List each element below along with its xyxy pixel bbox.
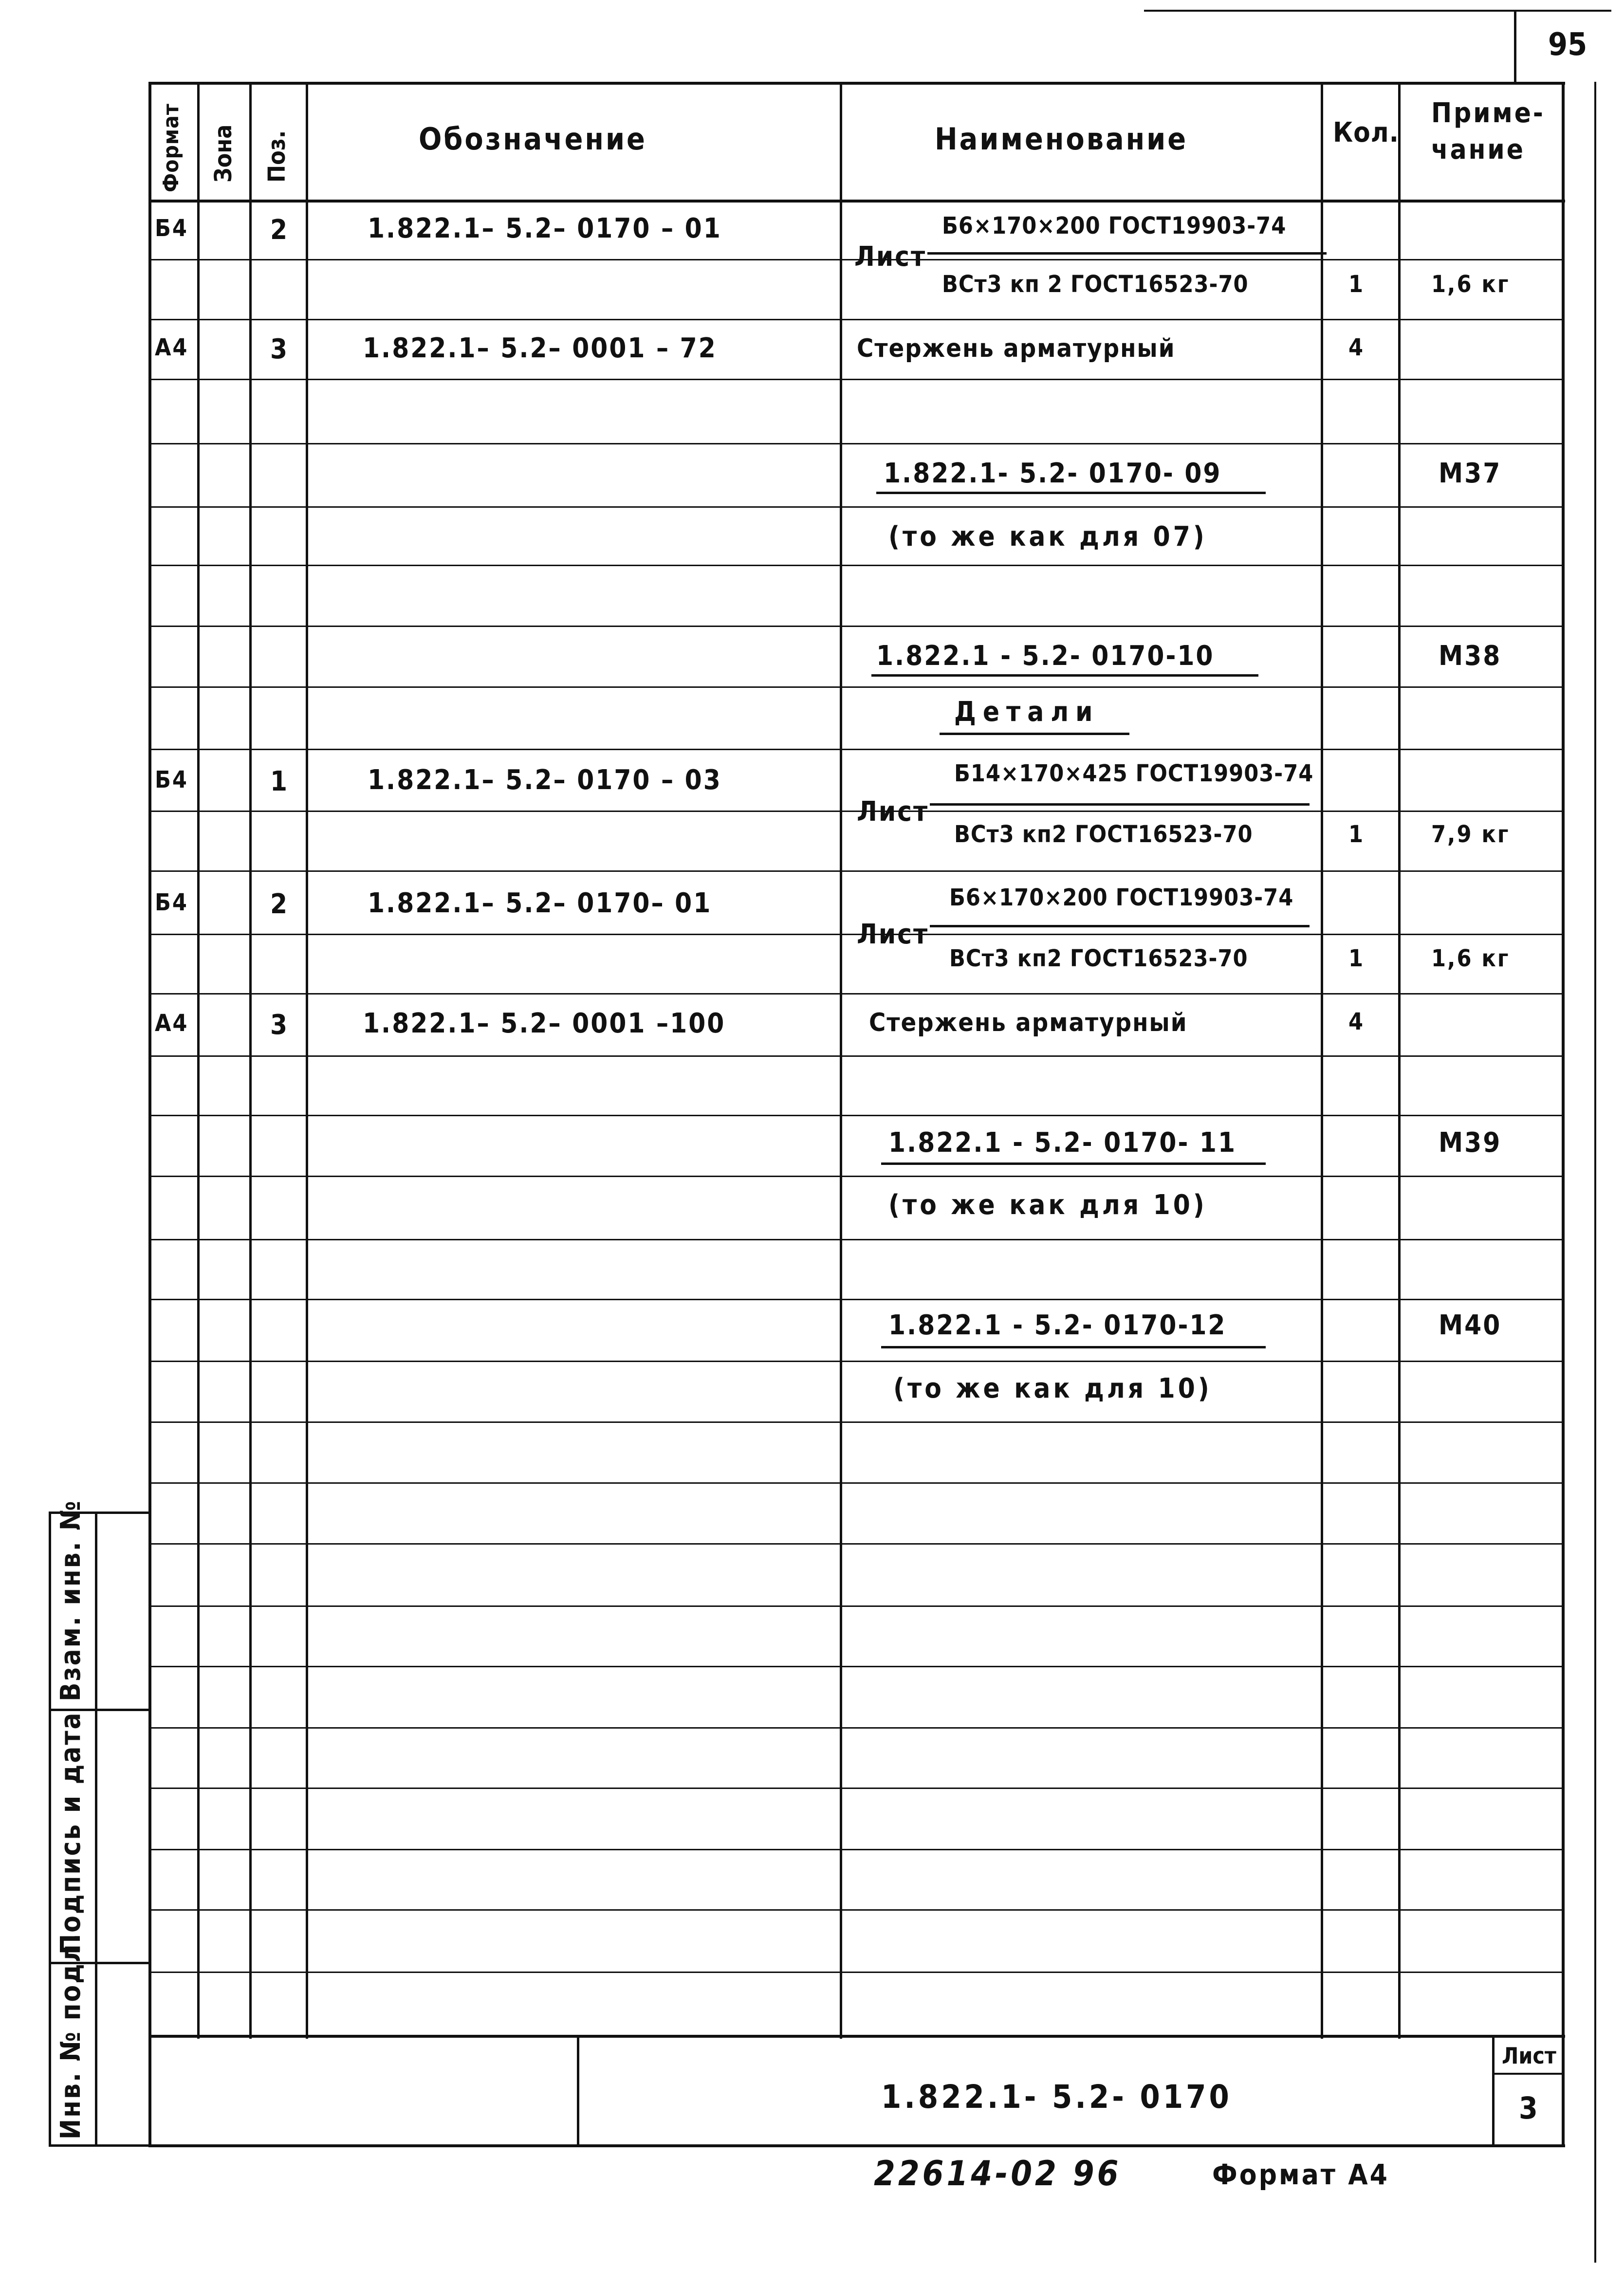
cell-name-top: Б6×170×200 ГОСТ19903-74 xyxy=(942,212,1287,240)
page-number: 95 xyxy=(1548,27,1587,63)
side-stamp-inner xyxy=(95,1512,97,2147)
row-line xyxy=(148,1299,1563,1300)
row-line xyxy=(148,811,1563,812)
cell-pos: 2 xyxy=(270,888,289,920)
cell-name: 1.822.1 - 5.2- 0170-10 xyxy=(876,640,1215,672)
cell-name-bottom: ВСт3 кп2 ГОСТ16523-70 xyxy=(954,821,1253,848)
cell-name-prefix: Лист xyxy=(857,919,929,950)
sheet-number: 3 xyxy=(1519,2090,1538,2126)
cell-name: 1.822.1 - 5.2- 0170-12 xyxy=(888,1309,1227,1341)
row-line xyxy=(148,626,1563,627)
cell-note: 1,6 кг xyxy=(1431,945,1510,972)
row-line xyxy=(148,506,1563,508)
cell-format: А4 xyxy=(155,1010,189,1037)
row-line xyxy=(148,1727,1563,1729)
cell-name-top: Б6×170×200 ГОСТ19903-74 xyxy=(949,884,1294,911)
stamp-box-top-line xyxy=(1144,10,1611,12)
cell-name-bottom: ВСт3 кп2 ГОСТ16523-70 xyxy=(949,945,1248,972)
row-line xyxy=(148,1482,1563,1484)
row-line xyxy=(148,443,1563,444)
cell-name: (то же как для 10) xyxy=(888,1189,1207,1221)
cell-name: 1.822.1 - 5.2- 0170- 11 xyxy=(888,1127,1236,1159)
col-sep-qty xyxy=(1398,82,1401,2039)
row-line xyxy=(148,1909,1563,1911)
cell-note: М39 xyxy=(1439,1127,1502,1159)
side-stamp-bottom xyxy=(49,2144,151,2147)
side-label-sign-date: Подпись и дата xyxy=(55,1711,87,1954)
header-zone: Зона xyxy=(210,124,237,183)
underline xyxy=(876,492,1266,494)
cell-designation: 1.822.1– 5.2– 0170 – 01 xyxy=(368,213,722,244)
row-line xyxy=(148,1176,1563,1177)
header-designation: Обозначение xyxy=(419,121,647,157)
row-line xyxy=(148,1115,1563,1116)
row-line xyxy=(148,934,1563,935)
cell-qty: 1 xyxy=(1348,821,1365,848)
underline xyxy=(881,1162,1266,1165)
row-line xyxy=(148,1421,1563,1423)
row-line xyxy=(148,749,1563,750)
cell-note: М37 xyxy=(1439,458,1502,489)
sheet-box-left xyxy=(1492,2035,1495,2147)
cell-designation: 1.822.1– 5.2– 0001 – 72 xyxy=(363,332,717,364)
cell-pos: 1 xyxy=(270,766,289,797)
header-qty: Кол. xyxy=(1333,117,1399,148)
row-line xyxy=(148,1361,1563,1362)
cell-format: Б4 xyxy=(155,766,188,793)
cell-qty: 4 xyxy=(1348,334,1365,361)
header-name: Наименование xyxy=(935,121,1188,157)
row-line xyxy=(148,1239,1563,1240)
cell-designation: 1.822.1– 5.2– 0170– 01 xyxy=(368,887,712,919)
title-block-sep xyxy=(577,2035,579,2147)
col-sep-format xyxy=(197,82,200,2039)
cell-name-prefix: Лист xyxy=(854,241,927,273)
cell-name: (то же как для 10) xyxy=(893,1373,1212,1404)
cell-note: М40 xyxy=(1439,1309,1502,1341)
header-format: Формат xyxy=(159,103,184,192)
underline xyxy=(940,733,1129,735)
header-note-line1: Приме- xyxy=(1431,97,1545,129)
header-note-line2: чание xyxy=(1431,134,1525,166)
underline xyxy=(871,674,1258,677)
side-stamp-sep1 xyxy=(49,1709,151,1711)
footer-format: Формат А4 xyxy=(1212,2158,1389,2191)
row-line xyxy=(148,565,1563,566)
row-line xyxy=(148,1788,1563,1789)
handwritten-number: 22614-02 96 xyxy=(874,2154,1122,2194)
col-sep-pos xyxy=(306,82,308,2039)
section-heading-details: Детали xyxy=(954,696,1100,728)
cell-format: А4 xyxy=(155,334,189,361)
cell-name: Стержень арматурный xyxy=(857,334,1176,363)
cell-note: М38 xyxy=(1439,640,1502,672)
row-line xyxy=(148,686,1563,688)
cell-designation: 1.822.1– 5.2– 0001 –100 xyxy=(363,1008,726,1039)
cell-pos: 3 xyxy=(270,1009,289,1041)
cell-name: Стержень арматурный xyxy=(869,1008,1188,1037)
cell-note: 7,9 кг xyxy=(1431,821,1510,848)
row-line xyxy=(148,1543,1563,1545)
cell-designation: 1.822.1– 5.2– 0170 – 03 xyxy=(368,764,722,796)
row-line xyxy=(148,379,1563,380)
row-line xyxy=(148,1972,1563,1973)
cell-name-prefix: Лист xyxy=(857,796,929,828)
side-stamp-outer xyxy=(49,1512,51,2147)
header-pos: Поз. xyxy=(263,130,291,183)
fraction-line xyxy=(927,252,1327,255)
row-line xyxy=(148,1849,1563,1850)
sheet-box-divider xyxy=(1492,2073,1564,2075)
row-line xyxy=(148,993,1563,995)
cell-qty: 1 xyxy=(1348,271,1365,298)
cell-format: Б4 xyxy=(155,889,188,916)
fraction-line xyxy=(930,925,1310,927)
stamp-box-left-border xyxy=(1514,10,1516,83)
fraction-line xyxy=(930,803,1310,806)
cell-name-top: Б14×170×425 ГОСТ19903-74 xyxy=(954,760,1314,787)
row-line xyxy=(148,870,1563,872)
cell-name: (то же как для 07) xyxy=(888,521,1207,553)
underline xyxy=(881,1346,1266,1348)
cell-qty: 4 xyxy=(1348,1008,1365,1035)
cell-name: 1.822.1- 5.2- 0170- 09 xyxy=(884,458,1222,489)
row-line xyxy=(148,319,1563,320)
col-sep-designation xyxy=(840,82,842,2039)
cell-note: 1,6 кг xyxy=(1431,271,1510,298)
cell-format: Б4 xyxy=(155,215,188,242)
frame-top xyxy=(148,82,1565,85)
document-number: 1.822.1- 5.2- 0170 xyxy=(881,2078,1232,2116)
side-label-vzam-inv: Взам. инв. № xyxy=(55,1499,87,1701)
cell-pos: 3 xyxy=(270,333,289,365)
title-block-top-line xyxy=(148,2035,1565,2038)
side-label-inv-sub: Инв. № подл. xyxy=(55,1932,87,2139)
col-sep-zone xyxy=(249,82,252,2039)
row-line xyxy=(148,1666,1563,1667)
frame-bottom xyxy=(148,2144,1565,2147)
cell-name-bottom: ВСт3 кп 2 ГОСТ16523-70 xyxy=(942,271,1249,298)
cell-qty: 1 xyxy=(1348,945,1365,972)
header-bottom-line xyxy=(148,200,1565,203)
row-line xyxy=(148,1605,1563,1607)
row-line xyxy=(148,1055,1563,1057)
sheet-label: Лист xyxy=(1502,2043,1556,2069)
col-sep-name xyxy=(1321,82,1323,2039)
page-right-edge xyxy=(1594,82,1596,2263)
cell-pos: 2 xyxy=(270,214,289,246)
